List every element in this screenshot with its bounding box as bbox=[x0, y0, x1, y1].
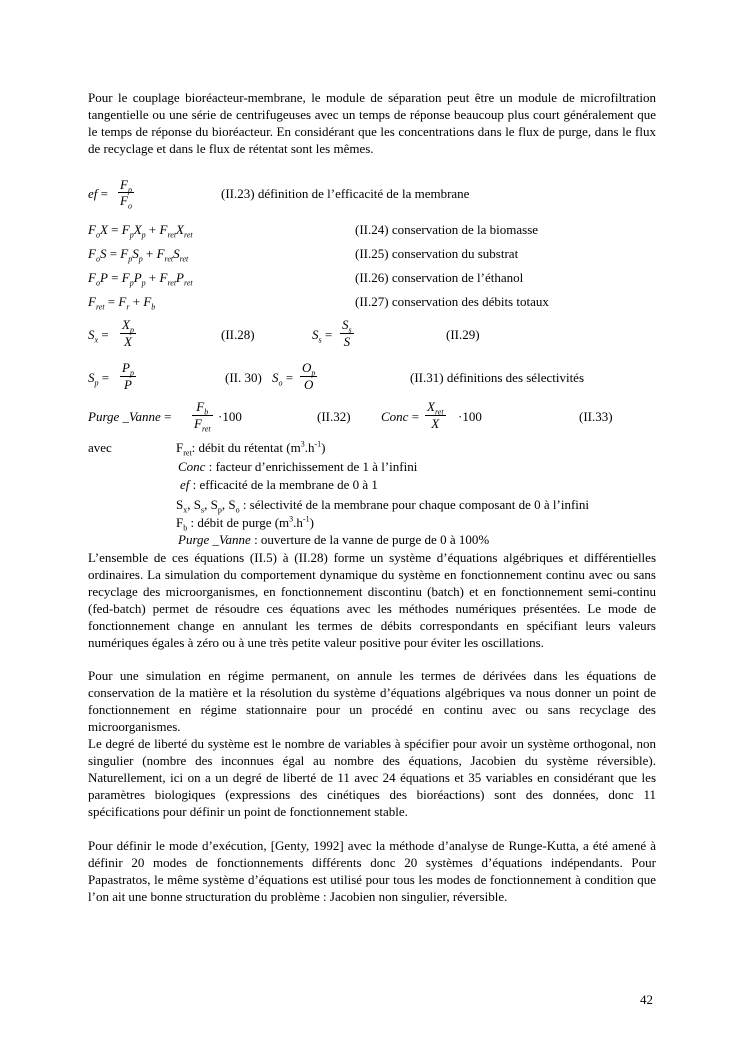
def-selectivity: $S_x$, $S_s$, $S_p$, $S_o$ : sélectivité de la membrane pour chaque composant de 0 à l’infini bbox=[176, 497, 589, 515]
equation-ethanol: $F_oP = F_pP_p + F_{ret}P_{ret}$ bbox=[88, 270, 193, 288]
equation-substrate: $F_oS = F_pS_p + F_{ret}S_{ret}$ bbox=[88, 246, 189, 264]
def-fb: $F_b$ : débit de purge $(m^3.h^{-1})$ bbox=[176, 514, 314, 533]
paragraph-execution-mode: Pour définir le mode d’exécution, [Genty, 1992] avec la méthode d’analyse de Runge-Kutta, a été amené à définir 20 modes de fonctionnements différents donc 20 systèmes d’équations indépendants. Pour Papastratos, le même système d’équations est utilisé pour tous les modes de fonctionnement à condition que l’on ait une bonne structuration du problème : Jacobien non singulier, réversible. bbox=[88, 838, 656, 904]
equation-so: $S_o$ = bbox=[272, 370, 294, 388]
equation-label-24: (II.24) conservation de la biomasse bbox=[355, 222, 539, 237]
equation-label-29: (II.29) bbox=[446, 327, 480, 342]
equation-biomass: $F_oX = F_pX_p + F_{ret}X_{ret}$ bbox=[88, 222, 193, 240]
fraction-xp-x: $\frac{X_p}{X}$ bbox=[122, 317, 134, 349]
equation-sp: $S_p$ = bbox=[88, 370, 110, 388]
page-number: 42 bbox=[640, 992, 653, 1007]
def-fret: $F_{ret}$: débit du rétentat $(m^3.h^{-1})$ bbox=[176, 439, 326, 458]
fraction-op-o: $\frac{O_p}{O}$ bbox=[302, 360, 316, 392]
fraction-ss-s: $\frac{S_s}{S}$ bbox=[342, 317, 352, 349]
paragraph-steady-state: Pour une simulation en régime permanent, on annule les termes de dérivées dans les équations de conservation de la matière et la résolution du système d’équations algébriques va nous donner un point de fonctionnement en régime stationnaire pour un procédé en continu avec ou sans recyclage des microorganismes. bbox=[88, 668, 656, 734]
equation-label-32: (II.32) bbox=[317, 409, 351, 424]
equation-label-28: (II.28) bbox=[221, 327, 255, 342]
equation-label-25: (II.25) conservation du substrat bbox=[355, 246, 519, 261]
fraction-fp-fo: $\frac{F_p}{F_o}$ bbox=[120, 177, 132, 211]
intro-paragraph: Pour le couplage bioréacteur-membrane, le module de séparation peut être un module de microfiltration tangentielle ou une série de centrifugeuses avec un temps de réponse beaucoup plus court généralement que le temps de réponse du bioréacteur. En considérant que les concentrations dans le flux de purge, dans le flux de recyclage et dans le flux de rétentat sont les mêmes. bbox=[88, 90, 656, 156]
equation-label-26: (II.26) conservation de l’éthanol bbox=[355, 270, 524, 285]
def-ef: ef : efficacité de la membrane de 0 à 1 bbox=[180, 477, 378, 492]
equation-conc: Conc = bbox=[381, 409, 420, 424]
def-conc: Conc : facteur d’enrichissement de 1 à l’infini bbox=[178, 459, 418, 474]
equation-purge-vanne: Purge _Vanne = bbox=[88, 409, 172, 424]
equation-ss: $S_s$ = bbox=[312, 327, 333, 345]
equation-ef: ef = bbox=[88, 186, 108, 201]
def-purge: Purge _Vanne : ouverture de la vanne de purge de 0 à 100% bbox=[178, 532, 490, 547]
paragraph-equations-system: L’ensemble de ces équations (II.5) à (II.28) forme un système d’équations algébriques et différentielles ordinaires. La simulation du comportement dynamique du système en fonctionnement continu avec ou sans recyclage des microorganismes, en fonctionnement discontinu (batch) et en fonctionnement semi-continu (fed-batch) permet de résoudre ces équations avec les méthodes numériques présentées. Le mode de fonctionnement change en annulant les termes de débits correspondants en spécifiant leurs valeurs numériques égales à zéro ou à une très petite valeur positive pour éviter les oscillations. bbox=[88, 550, 656, 650]
fraction-fb-fret: $F_b$ $F_{ret}$ bbox=[194, 399, 211, 434]
fraction-pp-p: $\frac{P_p}{P}$ bbox=[122, 360, 134, 392]
paragraph-degrees-freedom: Le degré de liberté du système est le nombre de variables à spécifier pour avoir un système orthogonal, non singulier (nombre des inconnues égal au nombre des équations, Jacobien du système réversible). Naturellement, ici on a un degré de liberté de 11 avec 24 équations et 35 variables en considérant que les paramètres biologiques (expressions des cinétiques des bioréactions) sont des données, donc 11 spécifications pour définir un point de fonctionnement stable. bbox=[88, 736, 656, 819]
hundred-factor-2: ·100 bbox=[458, 409, 482, 424]
equation-flows: $F_{ret} = F_r + F_b$ bbox=[88, 294, 156, 312]
equation-label-27: (II.27) conservation des débits totaux bbox=[355, 294, 549, 309]
avec-label: avec bbox=[88, 440, 112, 455]
equation-label-30: (II. 30) bbox=[225, 370, 262, 385]
equation-label-23: (II.23) définition de l’efficacité de la membrane bbox=[221, 186, 470, 201]
hundred-factor-1: ·100 bbox=[218, 409, 242, 424]
fraction-xret-x: $X_{ret}$ X bbox=[427, 399, 444, 431]
equation-label-33: (II.33) bbox=[579, 409, 613, 424]
equation-label-31: (II.31) définitions des sélectivités bbox=[410, 370, 585, 385]
equation-sx: $S_x$ = bbox=[88, 327, 109, 345]
